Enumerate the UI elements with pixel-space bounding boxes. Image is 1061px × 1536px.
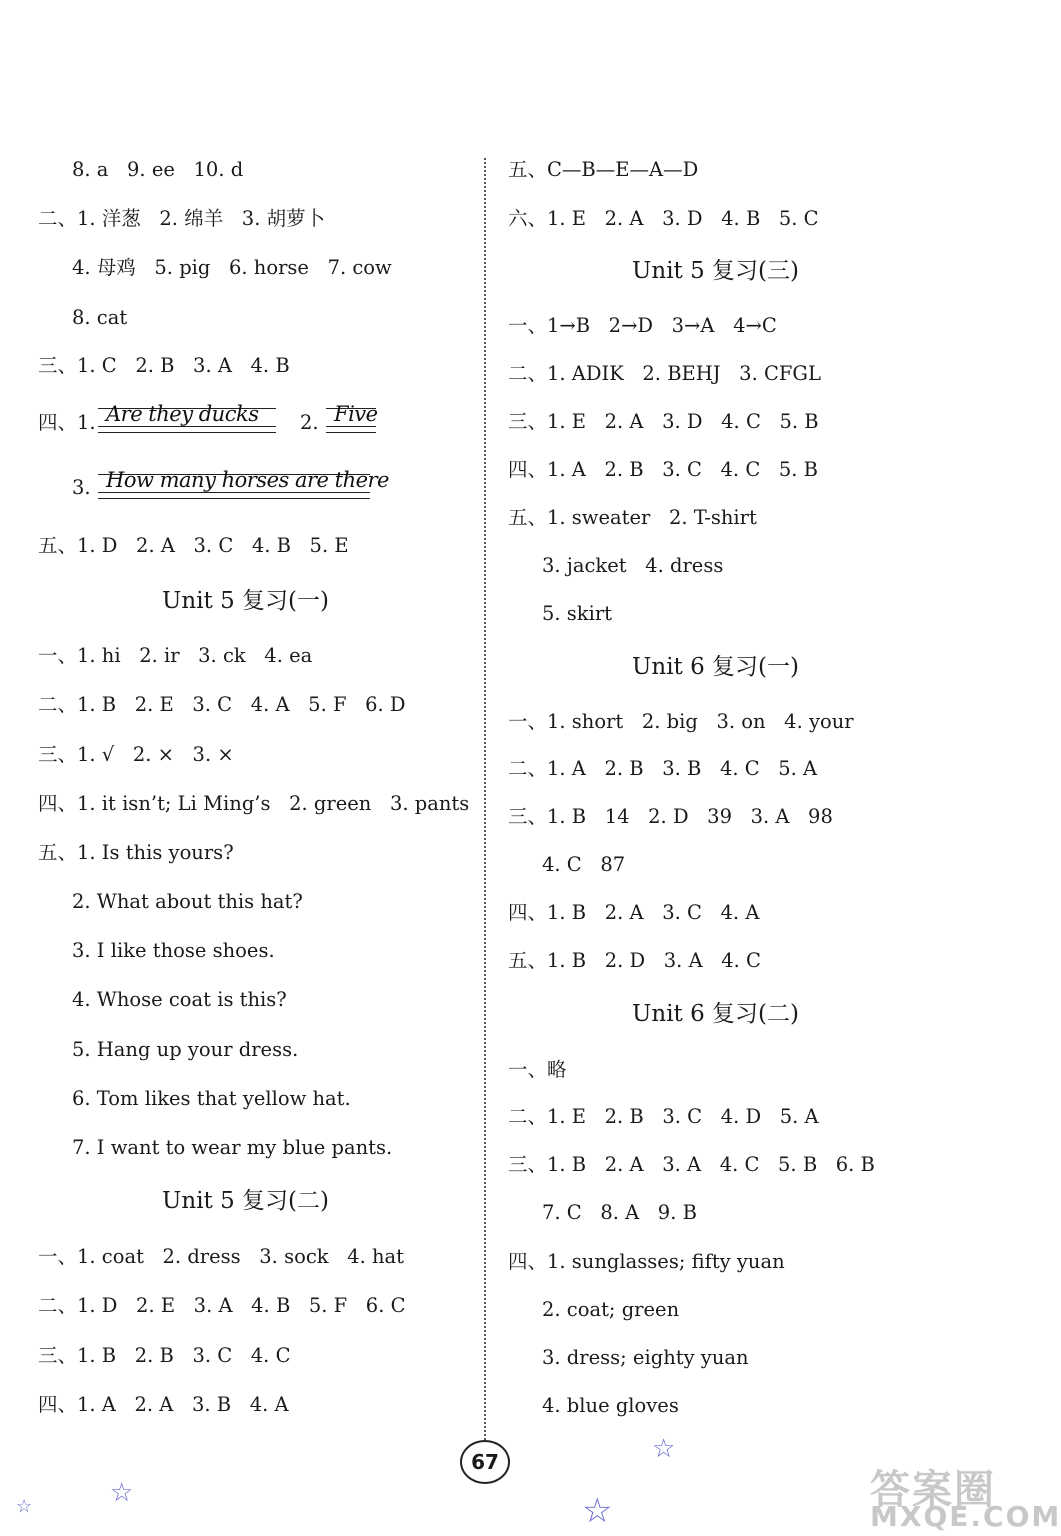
answer-line: 二、1. B 2. E 3. C 4. A 5. F 6. D	[38, 693, 406, 716]
column-divider	[484, 158, 486, 1440]
answer-line: 四、1.	[38, 411, 96, 434]
answer-line: 2. coat; green	[542, 1298, 680, 1321]
section-heading: Unit 5 复习(三)	[632, 258, 799, 284]
handwriting-answer	[98, 404, 276, 430]
star-icon: ☆	[582, 1491, 613, 1531]
answer-line: 4. Whose coat is this?	[72, 988, 287, 1011]
answer-line: 7. C 8. A 9. B	[542, 1201, 697, 1224]
answer-line: 五、C—B—E—A—D	[508, 158, 699, 181]
answer-line: 一、1. hi 2. ir 3. ck 4. ea	[38, 644, 313, 667]
answer-line: 二、1. A 2. B 3. B 4. C 5. A	[508, 757, 818, 780]
answer-line: 一、1. short 2. big 3. on 4. your	[508, 710, 854, 733]
answer-line: 五、1. sweater 2. T-shirt	[508, 506, 757, 529]
handwriting-text: Five	[334, 402, 378, 426]
answer-line: 2. What about this hat?	[72, 890, 303, 913]
page-number: 67	[460, 1440, 510, 1484]
answer-line: 3. jacket 4. dress	[542, 554, 724, 577]
answer-line: 一、1. coat 2. dress 3. sock 4. hat	[38, 1245, 404, 1268]
answer-line: 三、1. C 2. B 3. A 4. B	[38, 354, 290, 377]
answer-line: 三、1. B 14 2. D 39 3. A 98	[508, 805, 833, 828]
answer-line: 4. blue gloves	[542, 1394, 679, 1417]
answer-line: 三、1. √ 2. × 3. ×	[38, 743, 234, 766]
section-heading: Unit 5 复习(二)	[162, 1188, 329, 1214]
answer-line: 三、1. E 2. A 3. D 4. C 5. B	[508, 410, 819, 433]
answer-line: 四、1. it isn’t; Li Ming’s 2. green 3. pants	[38, 792, 470, 815]
answer-line: 二、1. D 2. E 3. A 4. B 5. F 6. C	[38, 1294, 406, 1317]
handwriting-text: Are they ducks	[106, 402, 259, 426]
answer-line: 四、1. sunglasses; fifty yuan	[508, 1250, 785, 1273]
watermark-logo: 答案圈	[870, 1467, 996, 1513]
answer-line: 3. dress; eighty yuan	[542, 1346, 749, 1369]
answer-line: 二、1. E 2. B 3. C 4. D 5. A	[508, 1105, 819, 1128]
answer-line: 4. C 87	[542, 853, 626, 876]
answer-line: 五、1. B 2. D 3. A 4. C	[508, 949, 761, 972]
handwriting-text: How many horses are there	[106, 468, 389, 492]
answer-line: 5. Hang up your dress.	[72, 1038, 299, 1061]
answer-line: 5. skirt	[542, 602, 613, 625]
answer-line: 2.	[300, 411, 319, 434]
answer-line: 三、1. B 2. B 3. C 4. C	[38, 1344, 291, 1367]
answer-line: 五、1. D 2. A 3. C 4. B 5. E	[38, 534, 349, 557]
answer-line: 3. I like those shoes.	[72, 939, 275, 962]
answer-line: 8. cat	[72, 306, 128, 329]
answer-line: 四、1. A 2. B 3. C 4. C 5. B	[508, 458, 818, 481]
answer-line: 7. I want to wear my blue pants.	[72, 1136, 393, 1159]
star-icon: ☆	[16, 1496, 33, 1517]
answer-line: 三、1. B 2. A 3. A 4. C 5. B 6. B	[508, 1153, 875, 1176]
section-heading: Unit 5 复习(一)	[162, 588, 329, 614]
answer-line: 4. 母鸡 5. pig 6. horse 7. cow	[72, 256, 392, 279]
answer-line: 一、略	[508, 1058, 567, 1081]
answer-line: 四、1. B 2. A 3. C 4. A	[508, 901, 760, 924]
section-heading: Unit 6 复习(二)	[632, 1001, 799, 1027]
handwriting-answer	[98, 468, 389, 496]
answer-line: 五、1. Is this yours?	[38, 841, 234, 864]
answer-line: 一、1→B 2→D 3→A 4→C	[508, 314, 777, 337]
answer-line: 四、1. A 2. A 3. B 4. A	[38, 1393, 289, 1416]
section-heading: Unit 6 复习(一)	[632, 654, 799, 680]
answer-line: 二、1. ADIK 2. BEHJ 3. CFGL	[508, 362, 821, 385]
answer-line: 六、1. E 2. A 3. D 4. B 5. C	[508, 207, 819, 230]
answer-line: 8. a 9. ee 10. d	[72, 158, 244, 181]
star-icon: ☆	[110, 1478, 134, 1508]
handwriting-answer	[326, 404, 376, 430]
answer-line: 二、1. 洋葱 2. 绵羊 3. 胡萝卜	[38, 207, 326, 230]
answer-line: 6. Tom likes that yellow hat.	[72, 1087, 351, 1110]
watermark-url: MXQE.COM	[870, 1500, 1061, 1533]
star-icon: ☆	[652, 1434, 676, 1464]
answer-line: 3.	[72, 476, 91, 499]
